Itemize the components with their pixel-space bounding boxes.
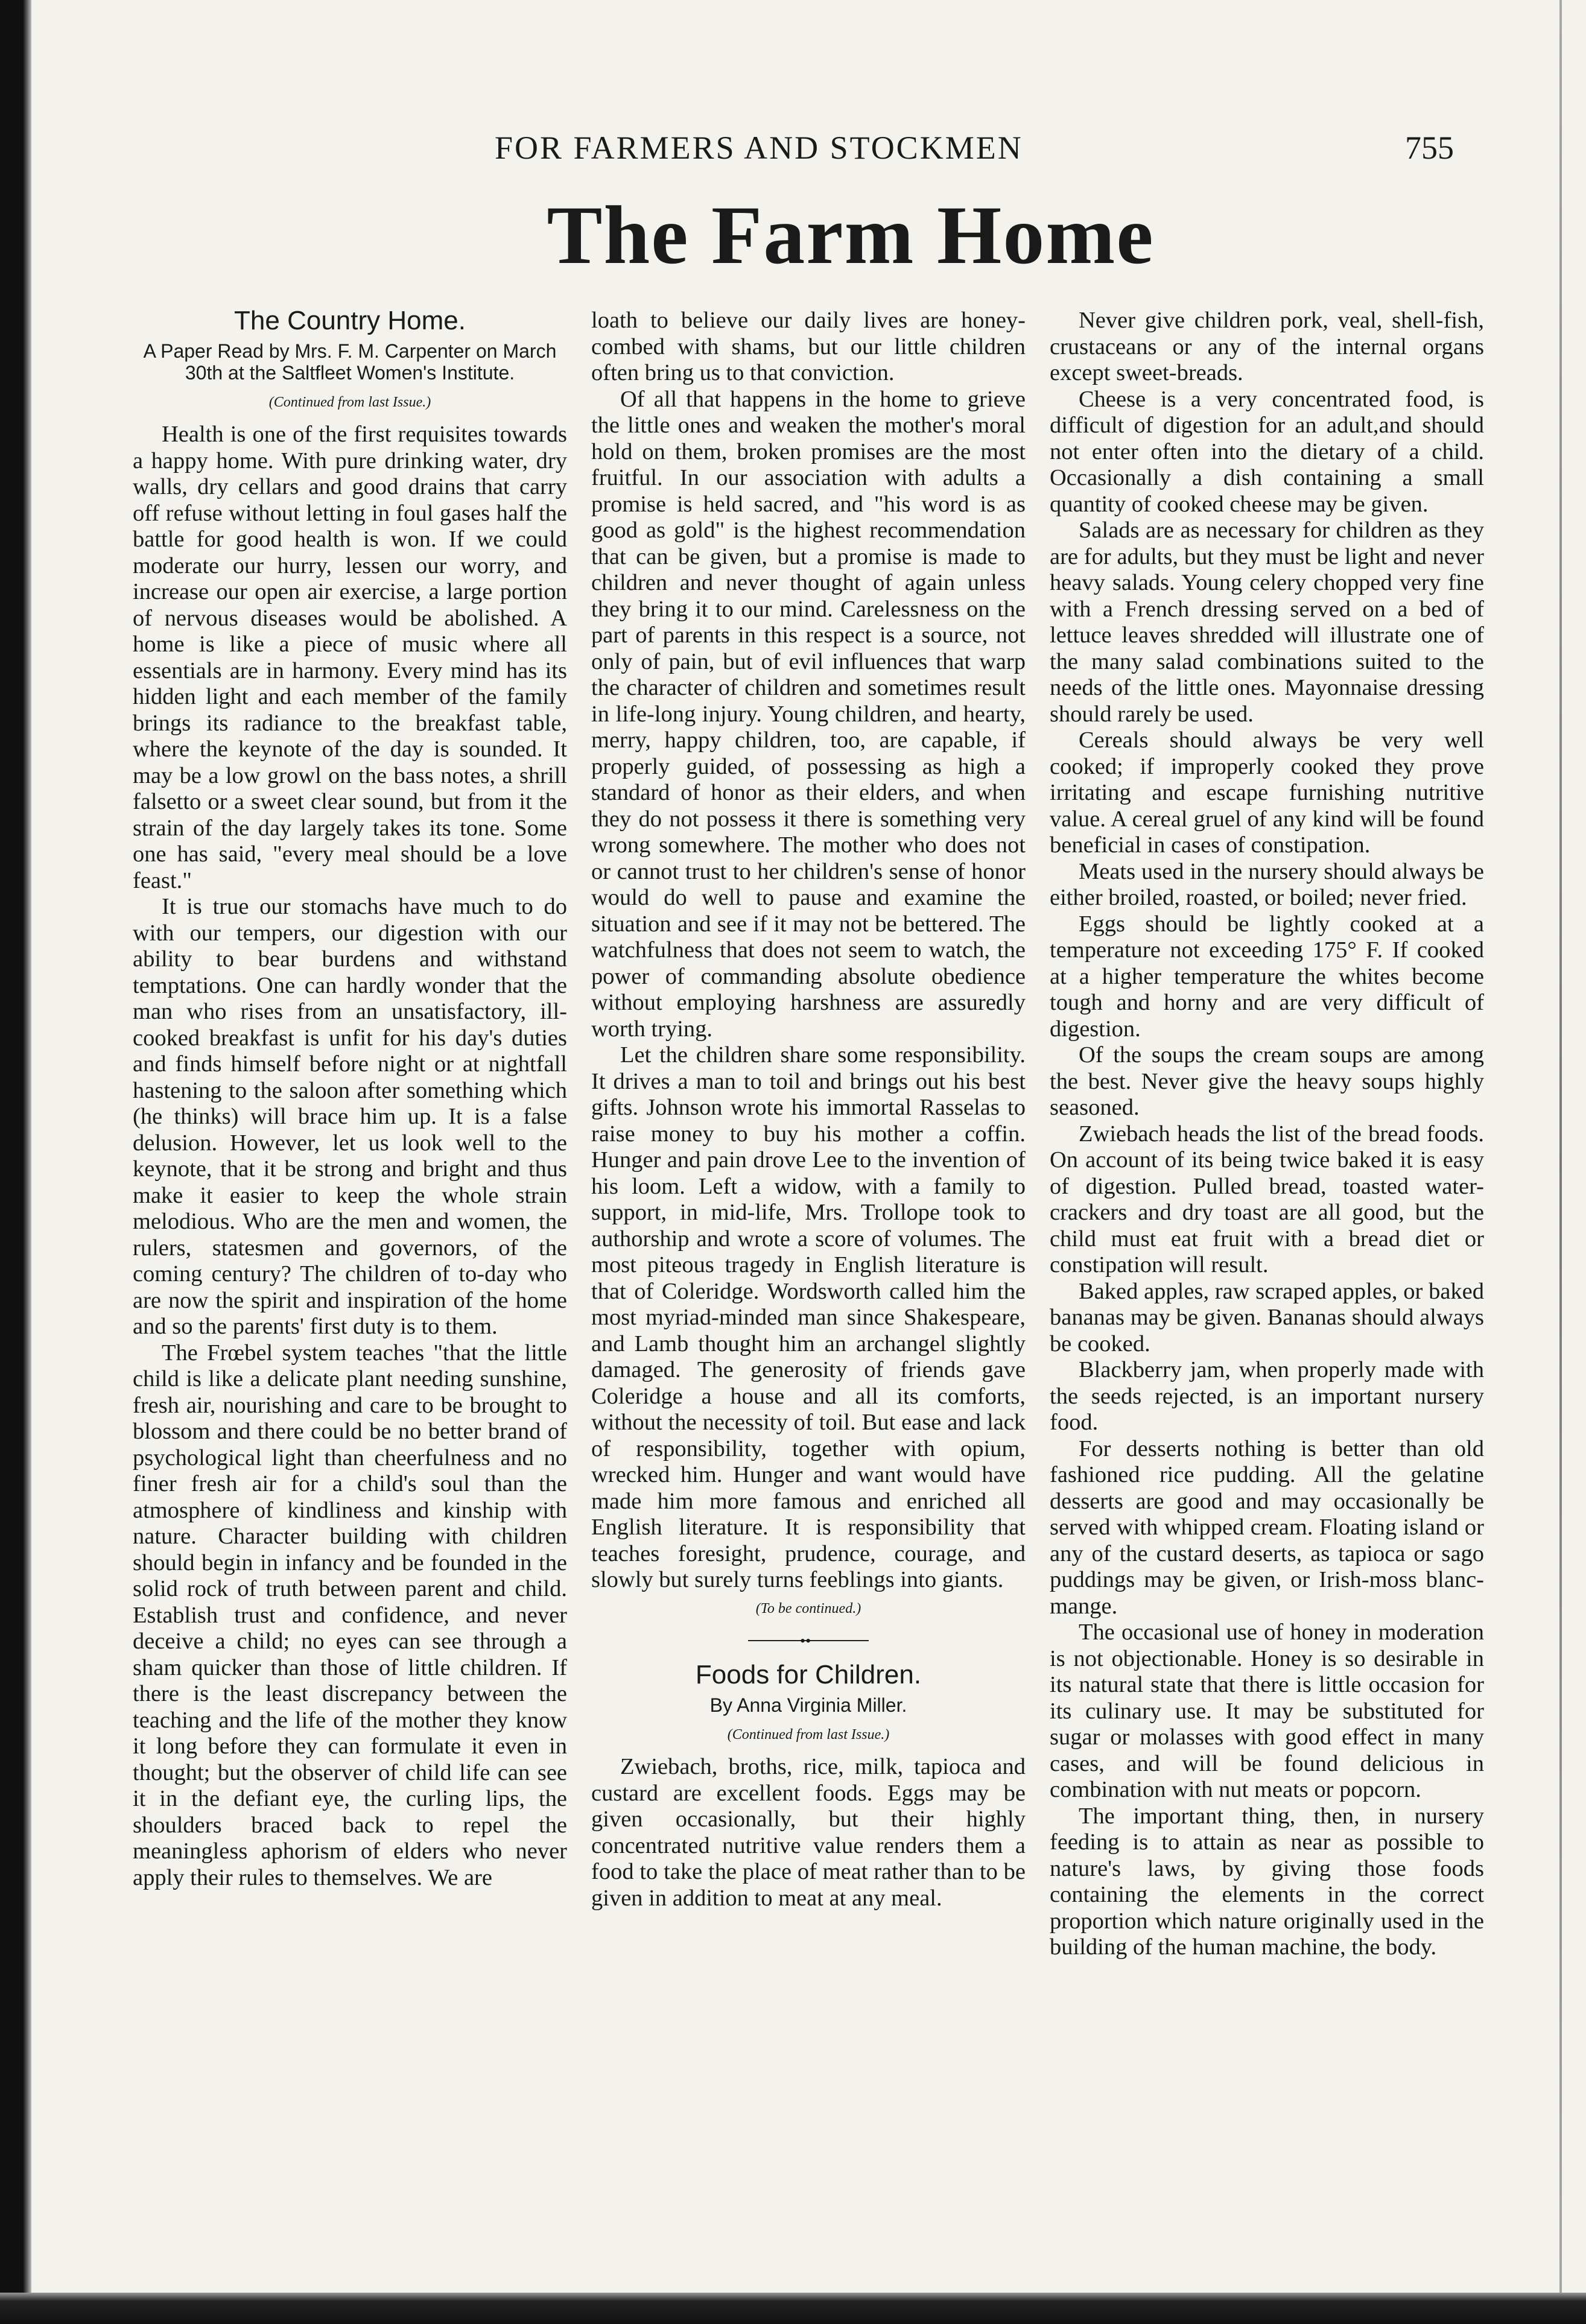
paragraph: Baked apples, raw scraped apples, or baked bananas may be given. Bananas should always be cooked. [1050,1278,1484,1357]
paragraph: Zwiebach, broths, rice, milk, tapioca and custard are excellent foods. Eggs may be given occasionally, but their highly concentrated nutritive value renders them a food to take the place of meat rather than to be given in addition to meat at any meal. [591,1754,1026,1911]
article-columns [121,308,1581,2286]
paragraph: Meats used in the nursery should always be either broiled, roasted, or boiled; never fried. [1050,858,1484,910]
page-spine-shadow [0,0,31,2324]
article-title-foods-for-children: Foods for Children. [695,1660,922,1689]
paragraph: For desserts nothing is better than old fashioned rice pudding. All the gelatine desserts are good and may occasionally be served with whipped cream. Floating island or any of the custard deserts, as tapioca or sago puddings may be given, or Irish-moss blanc-mange. [1050,1436,1484,1619]
paragraph-continued: loath to believe our daily lives are honey-combed with shams, but our little children often bring us to that conviction. [591,308,1026,385]
article-byline-foods-for-children: By Anna Virginia Miller. [709,1694,907,1716]
continued-note-country-home: (Continued from last Issue.) [268,394,431,410]
paragraph: It is true our stomachs have much to do with our tempers, our digestion with our ability to bear burdens and withstand temptations. One can hardly wonder that the man who rises from an unsatisfactory, ill-cooked breakfast is unfit for his day's duties and finds himself before night or at nightfall hastening to the saloon after something which (he thinks) will brace him up. It is a false delusion. However, let us look well to the keynote, that it be strong and bright and thus make it easier to keep the whole strain melodious. Who are the men and women, the rulers, statesmen and governors, of the coming century? The children of to-day who are now the spirit and inspiration of the home and so the parents' first duty is to them. [133,894,567,1339]
page-number: 755 [1405,130,1454,166]
article-separator [748,1640,869,1641]
to-be-continued-note: (To be continued.) [755,1600,861,1616]
article-title-country-home: The Country Home. [234,306,466,335]
paragraph: Health is one of the first requisites towards a happy home. With pure drinking water, dry walls, dry cellars and good drains that carry off refuse without letting in foul gases half the battle for good health is won. If we could moderate our hurry, lessen our worry, and increase our open air exercise, a large portion of nervous diseases would be abolished. A home is like a piece of music where all essentials are in harmony. Every mind has its hidden light and each member of the family brings its radiance to the breakfast table, where the keynote of the day is sounded. It may be a low growl on the bass notes, a shrill falsetto or a sweet clear sound, but from it the strain of the day largely takes its tone. Some one has said, "every meal should be a love feast." [133,422,567,893]
section-masthead: The Farm Home [547,189,1155,281]
paragraph: Of all that happens in the home to grieve the little ones and weaken the mother's moral hold on them, broken promises are the most fruitful. In our association with adults a promise is held sacred, and "his word is as good as gold" is the highest recommendation that can be given, but a promise is made to children and never thought of again unless they bring it to our mind. Carelessness on the part of parents in this respect is a source, not only of pain, but of evil influences that warp the character of children and sometimes result in life-long injury. Young children, and hearty, merry, happy children, too, are capable, if properly guided, of possessing as high a standard of honor as their elders, and when they do not possess it there is something very wrong somewhere. The mother who does not or cannot trust to her children's sense of honor would do well to pause and examine the situation and see if it may not be bettered. The watchfulness that does not seem to watch, the power of commanding absolute obedience without employing harshness are assuredly worth trying. [591,386,1026,1042]
paragraph: Eggs should be lightly cooked at a temperature not exceeding 175° F. If cooked at a higher temperature the whites become tough and horny and are very difficult of digestion. [1050,911,1484,1042]
column-2 [591,308,1026,1911]
paragraph: Cereals should always be very well cooked; if improperly cooked they prove irritating and escape furnishing nutritive value. A cereal gruel of any kind will be found beneficial in cases of constipation. [1050,727,1484,858]
paragraph: Let the children share some responsibility. It drives a man to toil and brings out his best gifts. Johnson wrote his immortal Rasselas to raise money to buy his mother a coffin. Hunger and pain drove Lee to the invention of his loom. Left a widow, with a family to support, in mid-life, Mrs. Trollope took to authorship and wrote a score of volumes. The most piteous tragedy in English literature is that of Coleridge. Wordsworth called him the most myriad-minded man since Shakespeare, and Lamb thought him an archangel slightly damaged. The generosity of friends gave Coleridge a house and all its comforts, without the necessity of toil. But ease and lack of responsibility, together with opium, wrecked him. Hunger and want would have made him more famous and enriched all English literature. It is responsibility that teaches foresight, prudence, courage, and slowly but surely turns feeblings into giants. [591,1042,1026,1592]
paragraph: Blackberry jam, when properly made with the seeds rejected, is an important nursery food. [1050,1357,1484,1435]
running-head-title: FOR FARMERS AND STOCKMEN [495,130,1023,166]
page [121,109,1586,2292]
paragraph: The occasional use of honey in moderation is not objectionable. Honey is so desirable in its natural state that there is little occasion for its culinary use. It may be substituted for sugar or molasses with good effect in many cases, and will be found delicious in combination with nut meats or popcorn. [1050,1620,1484,1802]
column-1 [133,308,567,1891]
article-byline-country-home: A Paper Read by Mrs. F. M. Carpenter on March 30th at the Saltfleet Women's Institute. [143,340,557,384]
running-head [121,109,1581,181]
paragraph: Zwiebach heads the list of the bread foods. On account of its being twice baked it is easy of digestion. Pulled bread, toasted water-crackers and dry toast are all good, but the child must eat fruit with a bread diet or constipation will result. [1050,1121,1484,1278]
paragraph: Cheese is a very concentrated food, is difficult of digestion for an adult,and should not enter often into the dietary of a child. Occasionally a dish containing a small quantity of cooked cheese may be given. [1050,386,1484,517]
paragraph: Of the soups the cream soups are among the best. Never give the heavy soups highly seasoned. [1050,1042,1484,1120]
column-3 [1050,308,1484,1961]
paragraph: The Frœbel system teaches "that the little child is like a delicate plant needing sunshine, fresh air, nourishing and care to be brought to blossom and there could be no better brand of psychological light than cheerfulness and no finer fresh air for a child's soul than the atmosphere of kindliness and kinship with nature. Character building with children should begin in infancy and be founded in the solid rock of truth between parent and child. Establish trust and confidence, and never deceive a child; no eyes can see through a sham quicker than those of little children. If there is the least discrepancy between the teaching and the life of the mother they know it long before they can formulate it even in thought; but the observer of child life can see it in the defiant eye, the curling lips, the shoulders braced back to repel the meaningless aphorism of elders who never apply their rules to themselves. We are [133,1340,567,1890]
paragraph: The important thing, then, in nursery feeding is to attain as near as possible to nature's laws, by giving those foods containing the elements in the correct proportion which nature originally used in the building of the human machine, the body. [1050,1803,1484,1960]
paragraph: Salads are as necessary for children as they are for adults, but they must be light and never heavy salads. Young celery chopped very fine with a French dressing served on a bed of lettuce leaves shredded will illustrate one of the many salad combinations suited to the needs of the little ones. Mayonnaise dressing should rarely be used. [1050,518,1484,727]
paragraph: Never give children pork, veal, shell-fish, crustaceans or any of the internal organs except sweet-breads. [1050,308,1484,385]
page-bottom-edge [0,2293,1586,2324]
continued-note-foods-for-children: (Continued from last Issue.) [727,1726,890,1743]
